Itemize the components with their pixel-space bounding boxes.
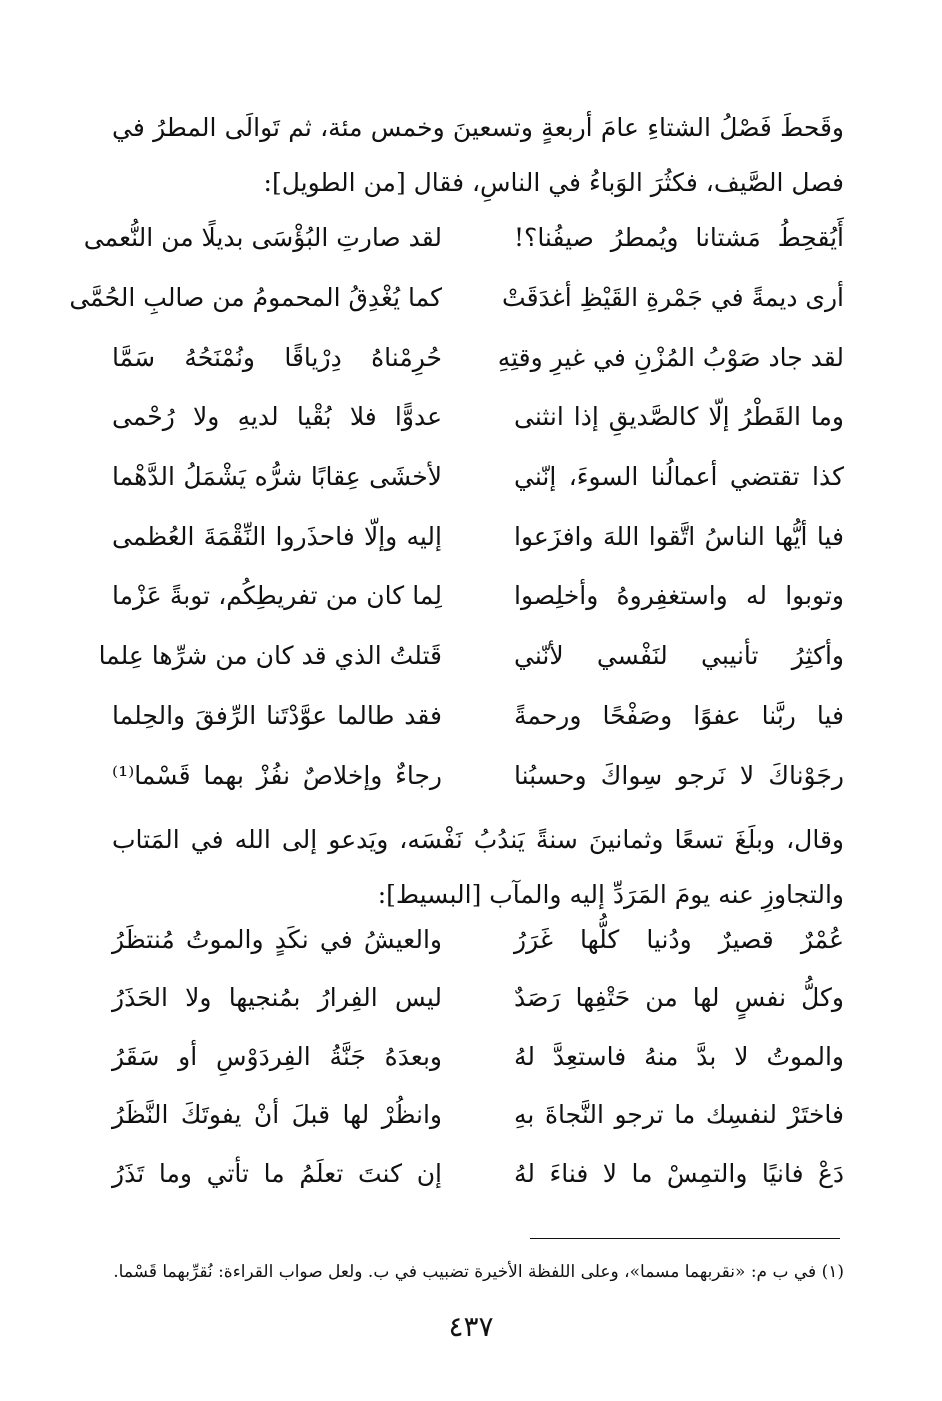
verse-second-hemistich: إليه وإلّا فاحذَروا النِّقْمَةَ العُظمى bbox=[112, 521, 442, 551]
intro-paragraph-2: وقال، وبلَغَ تسعًا وثمانينَ سنةً يَندُبُ نَفْسَه، ويَدعو إلى الله في المَتاب والتجاوزِ عنه يومَ المَرَدِّ إليه والمآب [البسيط]: bbox=[112, 825, 844, 909]
verse-first-hemistich: كذا تقتضي أعمالُنا السوءَ، إنّني bbox=[514, 462, 844, 492]
verse-first-hemistich: فاختَرْ لنفسِك ما ترجو النَّجاةَ بهِ bbox=[514, 1100, 844, 1130]
verse-first-hemistich: أرى ديمةً في جَمْرةِ القَيْظِ أغدَقَتْ bbox=[502, 283, 844, 313]
verse-first-hemistich: رجَوْناكَ لا نَرجو سِواكَ وحسبُنا bbox=[514, 760, 844, 790]
verse-line bbox=[98, 626, 844, 686]
verse-first-hemistich: دَعْ فانيًا والتمِسْ ما لا فناءَ لهُ bbox=[514, 1158, 844, 1188]
verse-first-hemistich: وكلُّ نفسٍ لها من حَتْفِها رَصَدٌ bbox=[514, 983, 844, 1013]
verse-first-hemistich: عُمْرٌ قصيرٌ ودُنيا كلُّها غَرَرُ bbox=[514, 924, 844, 954]
verse-second-hemistich: إن كنتَ تعلَمُ ما تأتي وما تَذَرُ bbox=[112, 1158, 442, 1188]
verse-second-hemistich: حُرِمْناهُ دِرْياقًا ونُمْنَحُهُ سَمَّا bbox=[112, 342, 442, 372]
page-number: ٤٣٧ bbox=[448, 1310, 494, 1343]
footnote: (١) في ب م: «نقربهما مسما»، وعلى اللفظة الأخيرة تضبيب في ب. ولعل صواب القراءة: نُقرِّبهما قَسْما. bbox=[113, 1262, 844, 1282]
intro-paragraph-1: وقَحطَ فَصْلُ الشتاءِ عامَ أربعةٍ وتسعينَ وخمس مئة، ثم تَوالَى المطرُ في فصل الصَّيف، فكثُرَ الوَباءُ في الناسِ، فقال [من الطويل]: bbox=[112, 113, 844, 197]
verse-second-hemistich: وبعدَهُ جَنَّةُ الفِردَوْسِ أو سَقَرُ bbox=[112, 1041, 442, 1071]
verse-line bbox=[112, 1144, 844, 1203]
verse-first-hemistich: لقد جاد صَوْبُ المُزْنِ في غيرِ وقتِهِ bbox=[497, 342, 844, 372]
verse-first-hemistich: وما القَطْرُ إلّا كالصَّديقِ إذا انثنى bbox=[514, 402, 844, 432]
verse-second-hemistich: فقد طالما عوَّدْتَنا الرِّفقَ والحِلما bbox=[112, 700, 442, 730]
verse-second-hemistich: والعيشُ في نكَدٍ والموتُ مُنتظَرُ bbox=[112, 924, 442, 954]
verse-first-hemistich: وتوبوا له واستغفِروهُ وأخلِصوا bbox=[514, 581, 844, 611]
verse-line bbox=[112, 1086, 844, 1145]
verse-line bbox=[112, 969, 844, 1028]
verse-first-hemistich: فيا أيُّها الناسُ اتَّقوا اللهَ وافزَعوا bbox=[514, 521, 844, 551]
verse-line bbox=[112, 566, 844, 626]
verse-line bbox=[112, 686, 844, 746]
verse-line bbox=[112, 447, 844, 507]
verse-line bbox=[83, 208, 844, 268]
verse-line bbox=[112, 1027, 844, 1086]
verse-first-hemistich: أَيُقحِطُ مَشتانا ويُمطرُ صيفُنا؟! bbox=[514, 223, 844, 253]
verse-first-hemistich: والموتُ لا بدَّ منهُ فاستعِدَّ لهُ bbox=[514, 1041, 844, 1071]
verse-second-hemistich: رجاءٌ وإخلاصٌ نفُزْ بهما قَسْما⁽¹⁾ bbox=[112, 760, 442, 790]
verse-first-hemistich: وأكثِرُ تأنيبي لنَفْسي لأنّني bbox=[514, 641, 844, 671]
verse-line bbox=[112, 506, 844, 566]
verse-second-hemistich: وانظُرْ لها قبلَ أنْ يفوتَكَ النَّظَرُ bbox=[112, 1100, 442, 1130]
verse-first-hemistich: فيا ربَّنا عفوًا وصَفْحًا ورحمةً bbox=[514, 700, 844, 730]
verse-second-hemistich: قَتلتُ الذي قد كان من شرِّها عِلما bbox=[98, 641, 442, 671]
verse-second-hemistich: كما يُغْدِقُ المحمومُ من صالبِ الحُمَّى bbox=[69, 283, 442, 313]
verse-line bbox=[112, 745, 844, 805]
verse-line bbox=[69, 268, 844, 328]
verse-second-hemistich: لأخشَى عِقابًا شرُّه يَشْمَلُ الدَّهْما bbox=[112, 462, 442, 492]
verse-second-hemistich: ليس الفِرارُ بمُنجيها ولا الحَذَرُ bbox=[112, 983, 442, 1013]
verse-second-hemistich: عدوًّا فلا بُقْيا لديهِ ولا رُحْمى bbox=[112, 402, 442, 432]
verse-second-hemistich: لقد صارتِ البُؤْسَى بديلًا من النُّعمى bbox=[83, 223, 442, 253]
verse-line bbox=[112, 910, 844, 969]
verse-second-hemistich: لِما كان من تفريطِكُم، توبةً عَزْما bbox=[112, 581, 442, 611]
poem-2 bbox=[112, 910, 844, 1203]
poem-1 bbox=[69, 208, 844, 805]
footnote-separator bbox=[530, 1238, 840, 1239]
verse-line bbox=[112, 387, 844, 447]
verse-line bbox=[112, 327, 844, 387]
